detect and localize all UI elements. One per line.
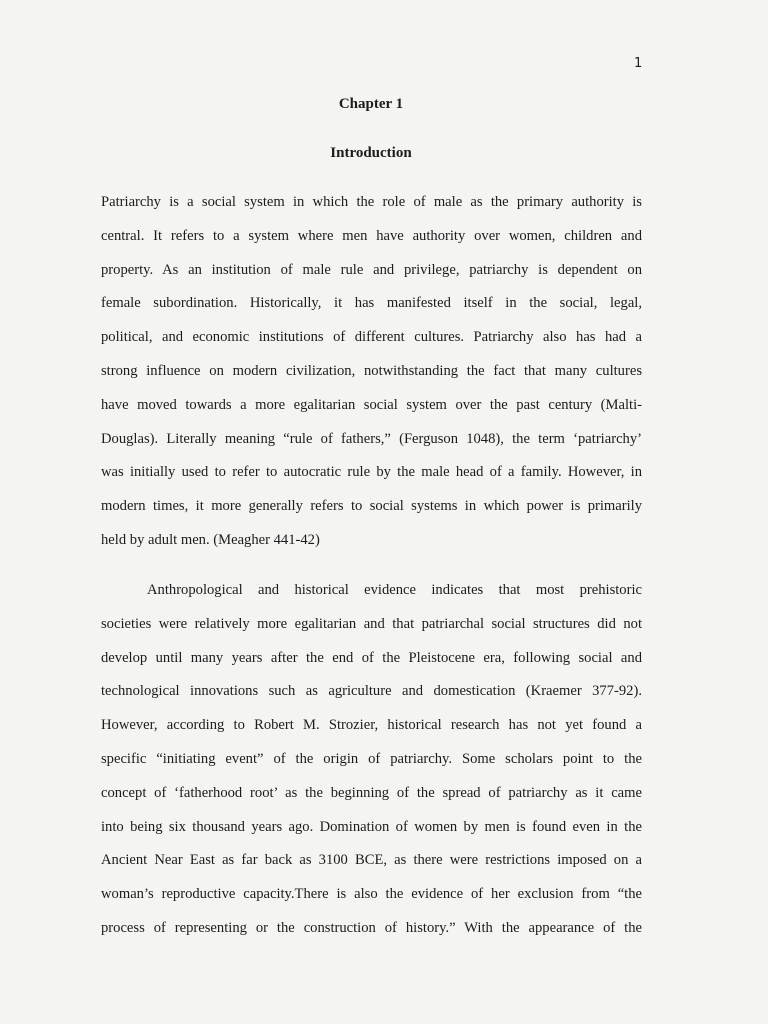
text-line: Ancient Near East as far back as 3100 BCE, as there were restrictions imposed on a [101, 852, 642, 869]
text-line: technological innovations such as agriculture and domestication (Kraemer 377-92). [101, 683, 642, 700]
text-line: specific “initiating event” of the origin of patriarchy. Some scholars point to the [101, 750, 642, 767]
text-line: modern times, it more generally refers to social systems in which power is primarily [101, 498, 642, 515]
text-line: develop until many years after the end of the Pleistocene era, following social and [101, 649, 642, 666]
paragraph-1 [101, 186, 642, 558]
text-line: woman’s reproductive capacity.There is also the evidence of her exclusion from “the [101, 886, 642, 903]
text-line: process of representing or the construction of history.” With the appearance of the [101, 919, 642, 936]
text-line: into being six thousand years ago. Domination of women by men is found even in the [101, 818, 642, 835]
text-line: strong influence on modern civilization, notwithstanding the fact that many cultures [101, 362, 642, 379]
paragraph-2 [101, 574, 642, 946]
text-line: was initially used to refer to autocratic rule by the male head of a family. However, in [101, 464, 642, 481]
text-line: have moved towards a more egalitarian social system over the past century (Malti- [101, 396, 642, 413]
text-line: central. It refers to a system where men have authority over women, children and [101, 227, 642, 244]
text-line: Anthropological and historical evidence indicates that most prehistoric [147, 582, 642, 598]
text-line: Douglas). Literally meaning “rule of fathers,” (Ferguson 1048), the term ‘patriarchy’ [101, 430, 642, 447]
text-line: held by adult men. (Meagher 441-42) [101, 531, 320, 548]
text-line: societies were relatively more egalitarian and that patriarchal social structures did not [101, 615, 642, 632]
text-line: property. As an institution of male rule and privilege, patriarchy is dependent on [101, 261, 642, 278]
text-line: concept of ‘fatherhood root’ as the beginning of the spread of patriarchy as it came [101, 784, 642, 801]
text-line: However, according to Robert M. Strozier, historical research has not yet found a [101, 717, 642, 734]
section-heading: Introduction [330, 145, 412, 161]
text-line: political, and economic institutions of different cultures. Patriarchy also has had a [101, 329, 642, 346]
text-line: Patriarchy is a social system in which the role of male as the primary authority is [101, 194, 642, 210]
text-line: female subordination. Historically, it has manifested itself in the social, legal, [101, 295, 642, 312]
chapter-title: Chapter 1 [338, 96, 404, 112]
page-number: 1 [634, 56, 643, 71]
